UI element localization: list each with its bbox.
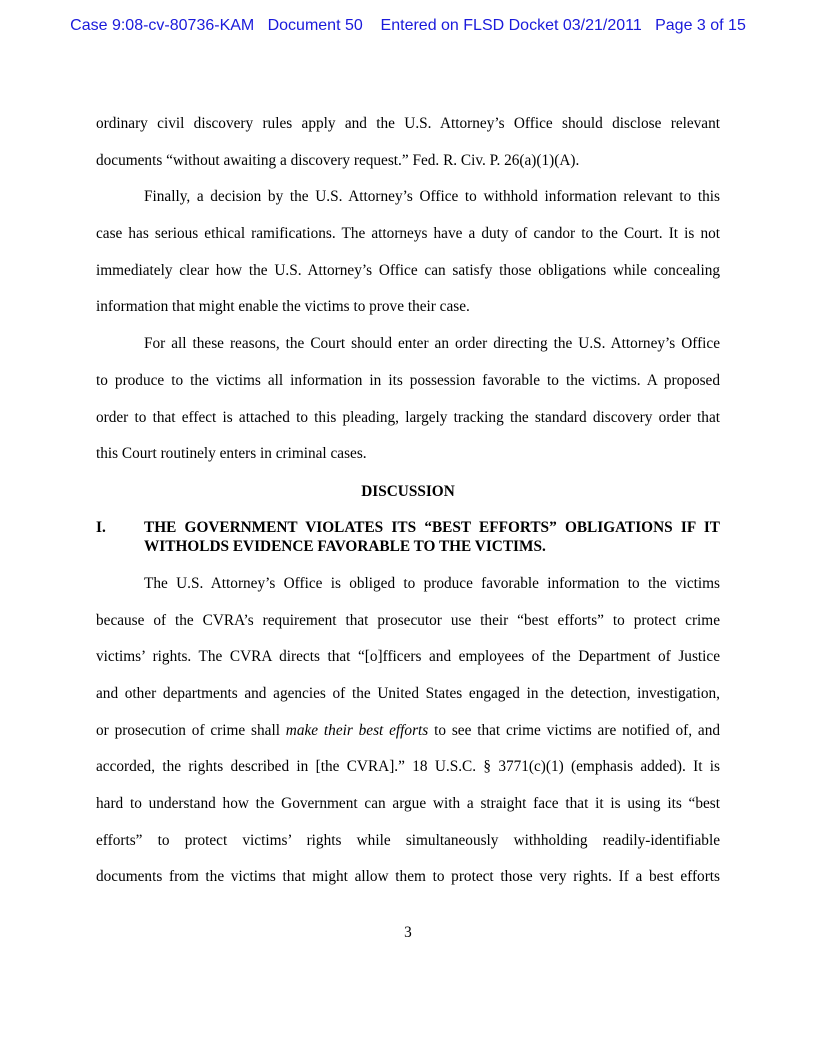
text-line: documents “without awaiting a discovery request.” Fed. R. Civ. P. 26(a)(1)(A).	[96, 152, 580, 169]
text-line: information that might enable the victims to prove their case.	[96, 298, 470, 315]
text-segment: to see that crime victims are notified of, and	[428, 722, 720, 739]
text-line: hard to understand how the Government can argue with a straight face that it is using its “best	[96, 795, 720, 812]
case-number: Case 9:08-cv-80736-KAM	[70, 17, 255, 34]
document-number: Document 50	[267, 17, 363, 34]
docket-entry: Entered on FLSD Docket 03/21/2011	[380, 17, 642, 34]
discussion-heading: DISCUSSION	[361, 483, 455, 500]
text-line: Finally, a decision by the U.S. Attorney’s Office to withhold information relevant to this	[144, 188, 720, 205]
text-segment: or prosecution of crime shall	[96, 722, 286, 739]
text-line: victims’ rights. The CVRA directs that “[o]fficers and employees of the Department of Justice	[96, 648, 720, 665]
section-title-line: WITHOLDS EVIDENCE FAVORABLE TO THE VICTIMS.	[144, 538, 546, 555]
text-line: and other departments and agencies of the United States engaged in the detection, investigation,	[96, 685, 720, 702]
docket-header	[0, 17, 816, 35]
text-line: order to that effect is attached to this pleading, largely tracking the standard discovery order that	[96, 409, 720, 426]
text-line: The U.S. Attorney’s Office is obliged to produce favorable information to the victims	[144, 575, 720, 592]
section-title-line: THE GOVERNMENT VIOLATES ITS “BEST EFFORTS” OBLIGATIONS IF IT	[144, 519, 720, 536]
text-line: ordinary civil discovery rules apply and the U.S. Attorney’s Office should disclose relevant	[96, 115, 720, 132]
text-line-with-emphasis	[96, 721, 720, 741]
page-number: 3	[404, 924, 412, 941]
emphasized-text: make their best efforts	[285, 722, 429, 739]
text-line: to produce to the victims all information in its possession favorable to the victims. A proposed	[96, 372, 720, 389]
text-line: because of the CVRA’s requirement that prosecutor use their “best efforts” to protect crime	[96, 612, 720, 629]
text-line: For all these reasons, the Court should enter an order directing the U.S. Attorney’s Office	[144, 335, 720, 352]
text-line: this Court routinely enters in criminal cases.	[96, 445, 367, 462]
text-line: immediately clear how the U.S. Attorney’s Office can satisfy those obligations while concealing	[96, 262, 720, 279]
text-line: efforts” to protect victims’ rights while simultaneously withholding readily-identifiable	[96, 832, 720, 849]
text-line: accorded, the rights described in [the CVRA].” 18 U.S.C. § 3771(c)(1) (emphasis added). It is	[96, 758, 720, 775]
text-line: documents from the victims that might allow them to protect those very rights. If a best efforts	[96, 868, 720, 885]
section-title	[144, 518, 720, 556]
section-number: I.	[96, 519, 106, 536]
text-line: case has serious ethical ramifications. The attorneys have a duty of candor to the Court. It is not	[96, 225, 720, 242]
page-label: Page 3 of 15	[655, 17, 746, 34]
